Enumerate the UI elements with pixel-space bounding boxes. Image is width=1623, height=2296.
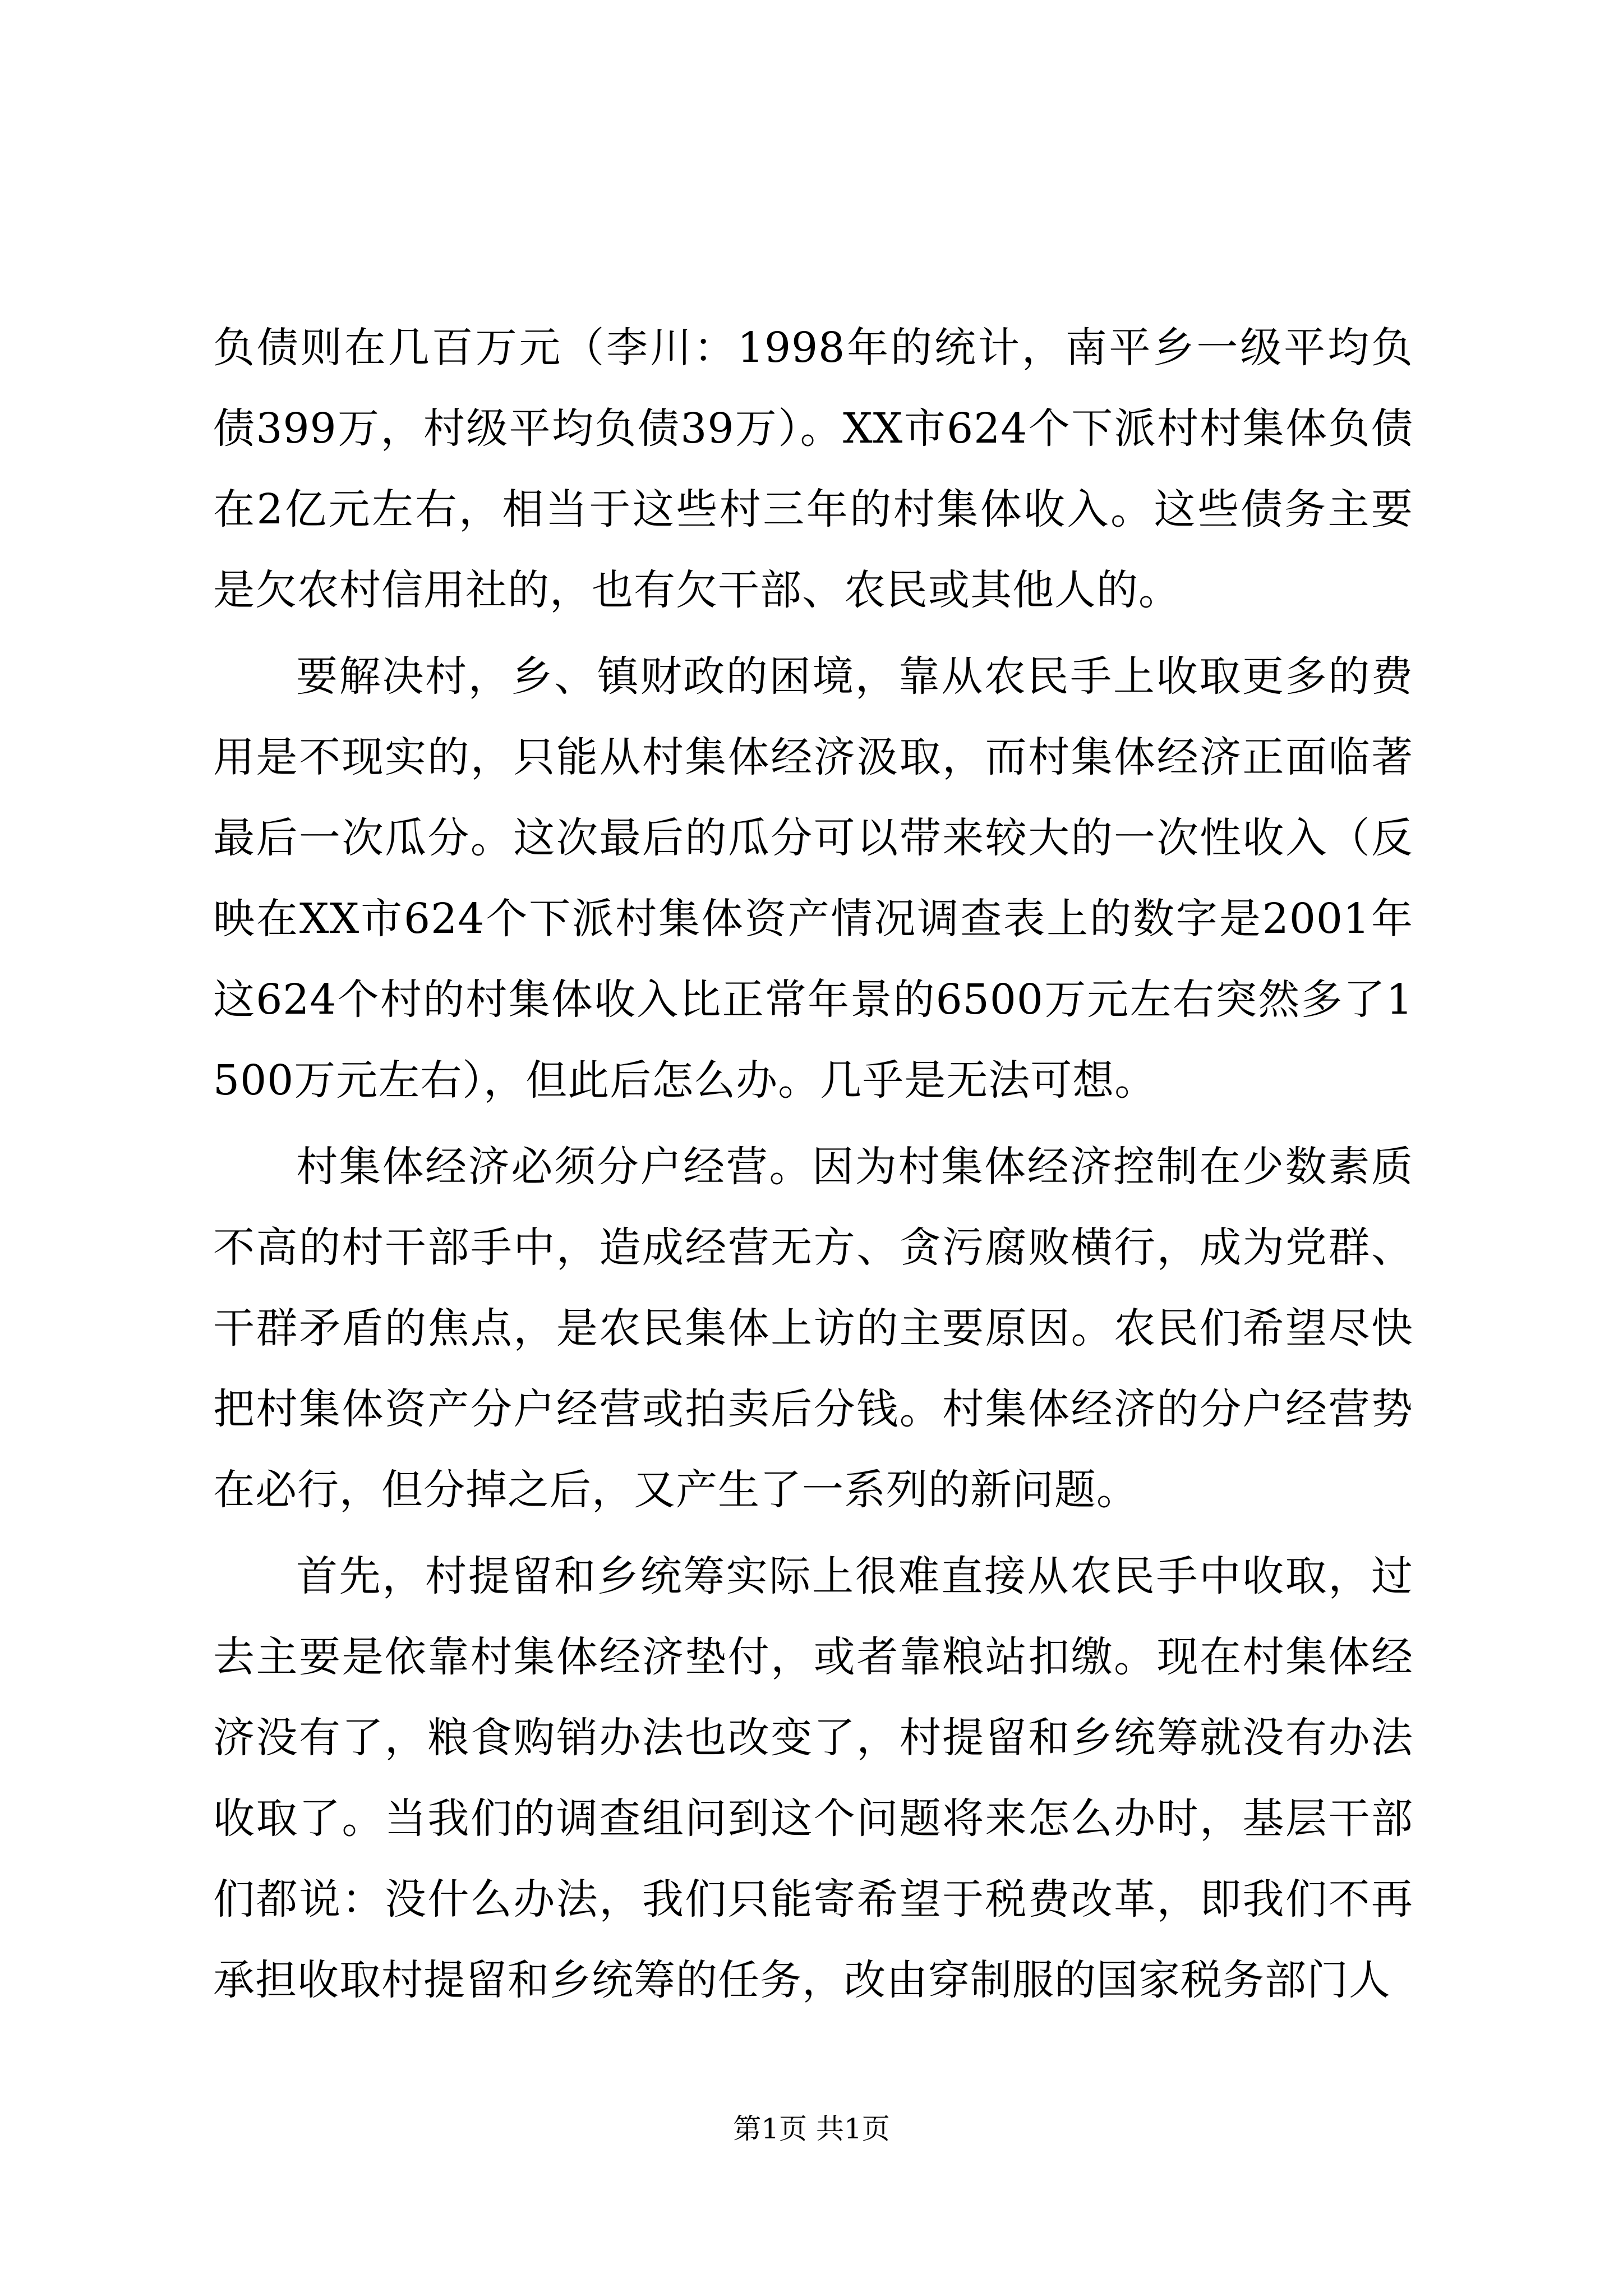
paragraph-2: 要解决村，乡、镇财政的困境，靠从农民手上收取更多的费用是不现实的，只能从村集体经济汲取，而村集体经济正面临著最后一次瓜分。这次最后的瓜分可以带来较大的一次性收入（反映在XX市624个下派村集体资产情况调查表上的数字是2001年这624个村的村集体收入比正常年景的6500万元左右突然多了1500万元左右），但此后怎么办。几乎是无法可想。 [213, 652, 1413, 1105]
page-number-label: 第1页 共1页 [733, 2113, 890, 2145]
document-body [213, 307, 1413, 2026]
paragraph-4: 首先，村提留和乡统筹实际上很难直接从农民手中收取，过去主要是依靠村集体经济垫付，或者靠粮站扣缴。现在村集体经济没有了，粮食购销办法也改变了，村提留和乡统筹就没有办法收取了。当我们的调查组问到这个问题将来怎么办时，基层干部们都说：没什么办法，我们只能寄希望于税费改革，即我们不再承担收取村提留和乡统筹的任务，改由穿制服的国家税务部门人 [213, 1552, 1413, 2004]
paragraph-3: 村集体经济必须分户经营。因为村集体经济控制在少数素质不高的村干部手中，造成经营无方、贪污腐败横行，成为党群、干群矛盾的焦点，是农民集体上访的主要原因。农民们希望尽快把村集体资产分户经营或拍卖后分钱。村集体经济的分户经营势在必行，但分掉之后，又产生了一系列的新问题。 [213, 1143, 1413, 1514]
paragraph-1: 负债则在几百万元（李川：1998年的统计，南平乡一级平均负债399万，村级平均负债39万）。XX市624个下派村村集体负债在2亿元左右，相当于这些村三年的村集体收入。这些债务主要是欠农村信用社的，也有欠干部、农民或其他人的。 [213, 324, 1413, 614]
page-footer [0, 2112, 1623, 2146]
